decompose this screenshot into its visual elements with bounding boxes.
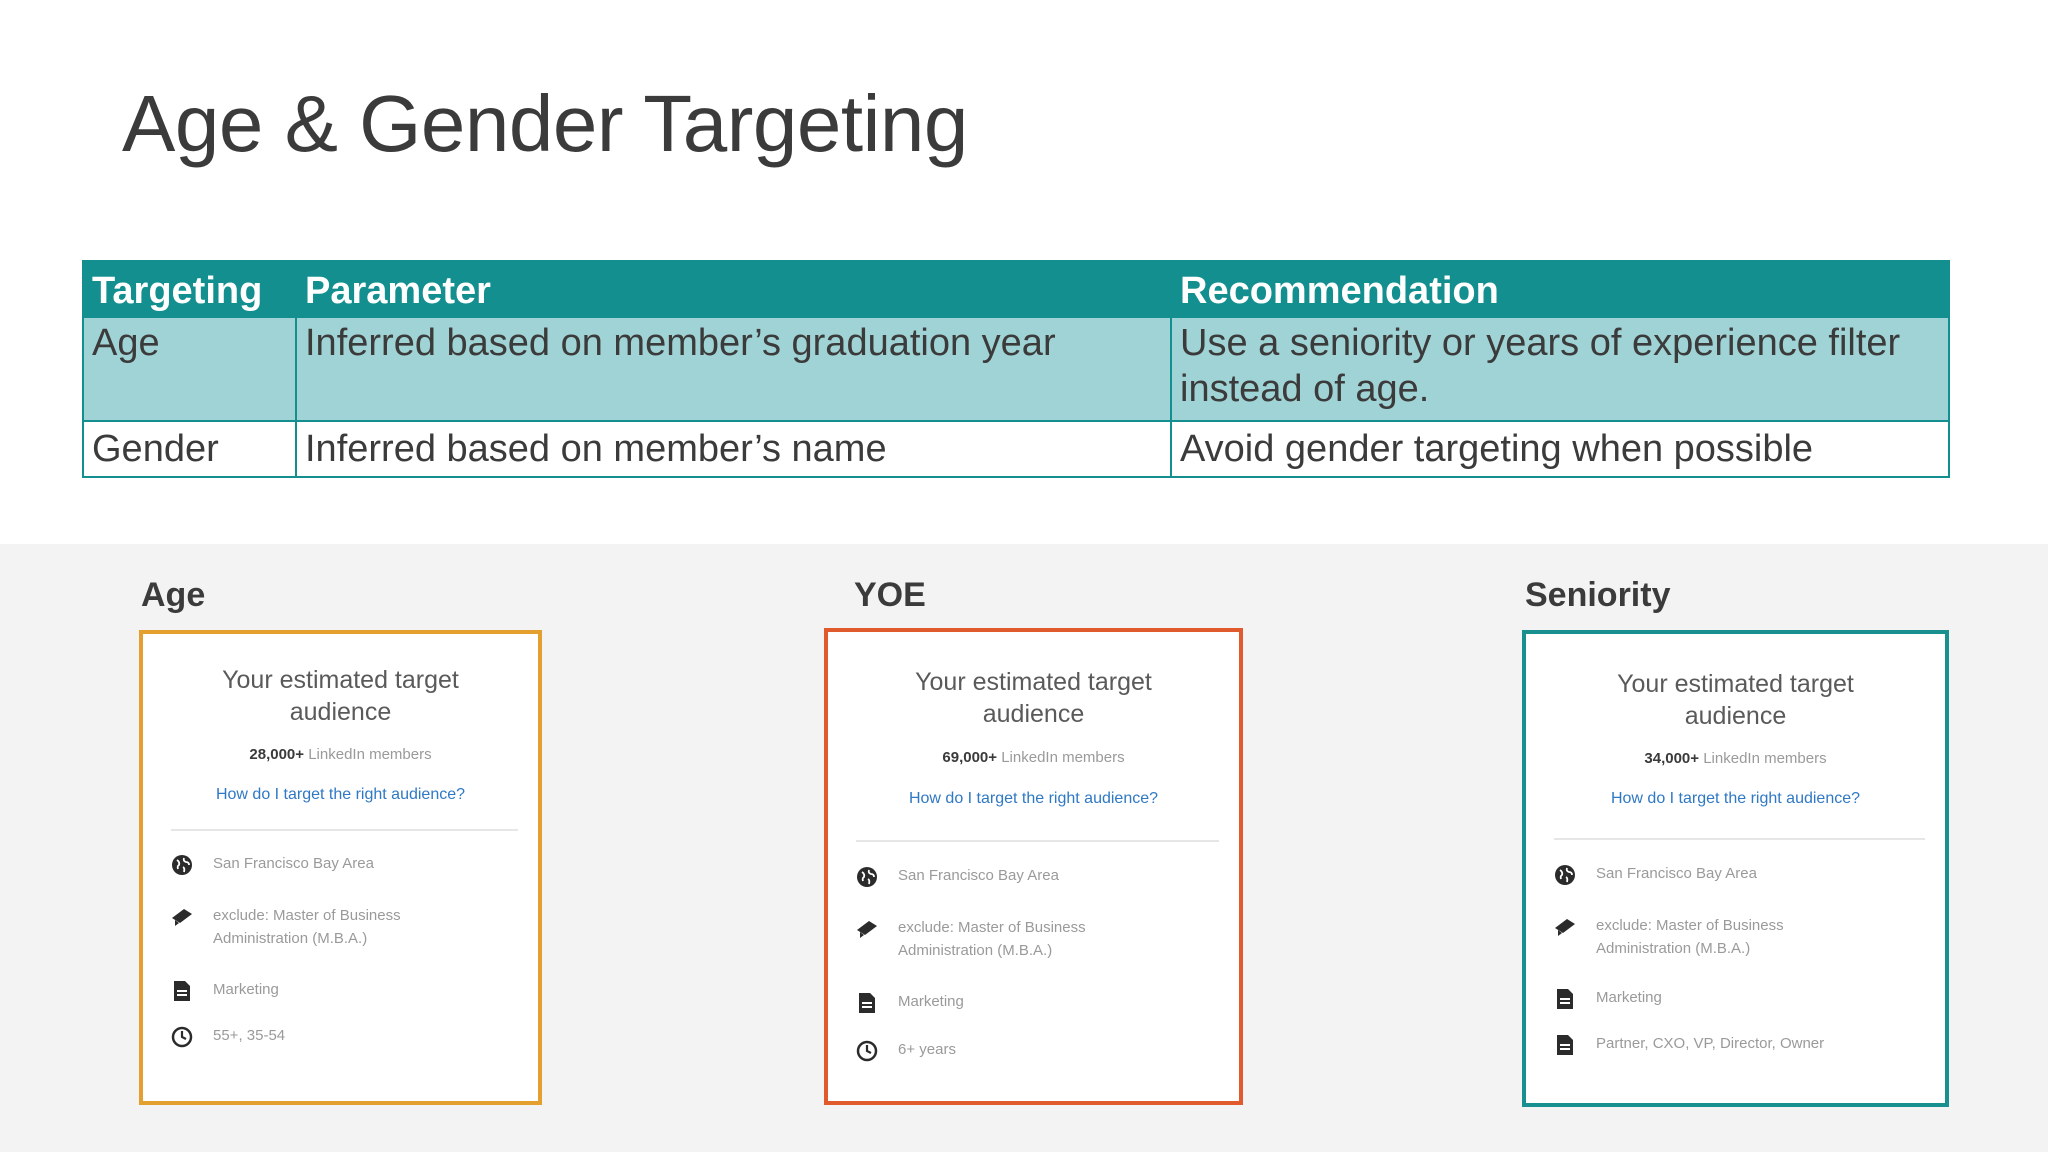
audience-card-yoe bbox=[824, 628, 1243, 1105]
target-audience-help-link[interactable]: How do I target the right audience? bbox=[1610, 790, 1861, 807]
divider bbox=[1554, 838, 1925, 840]
table-row bbox=[83, 317, 1949, 421]
globe-icon bbox=[169, 852, 195, 878]
card-heading: Your estimated target audience bbox=[222, 666, 459, 726]
criteria-years-experience: 6+ years bbox=[854, 1038, 1227, 1064]
audience-card-seniority bbox=[1522, 630, 1949, 1107]
panel-label-seniority: Seniority bbox=[1525, 576, 1671, 614]
audience-count: 28,000+ LinkedIn members bbox=[249, 746, 432, 763]
table-row bbox=[83, 421, 1949, 477]
table-cell: Inferred based on member’s name bbox=[296, 421, 1171, 477]
panel-label-age: Age bbox=[141, 576, 206, 614]
panel-label-yoe: YOE bbox=[854, 576, 926, 614]
slide-title: Age & Gender Targeting bbox=[122, 79, 968, 168]
clock-icon bbox=[854, 1038, 880, 1064]
audience-count: 69,000+ LinkedIn members bbox=[942, 749, 1125, 766]
criteria-education: exclude: Master of Business Administration (M.B.A.) bbox=[169, 904, 526, 950]
table-cell: Age bbox=[83, 317, 296, 421]
table-header-row bbox=[83, 261, 1949, 317]
criteria-location: San Francisco Bay Area bbox=[169, 852, 526, 878]
table-cell: Inferred based on member’s graduation year bbox=[296, 317, 1171, 421]
card-heading: Your estimated target audience bbox=[915, 668, 1152, 728]
table-header-parameter: Parameter bbox=[296, 261, 1171, 317]
globe-icon bbox=[1552, 862, 1578, 888]
divider bbox=[856, 840, 1219, 842]
document-icon bbox=[1552, 1032, 1578, 1058]
globe-icon bbox=[854, 864, 880, 890]
card-heading: Your estimated target audience bbox=[1617, 670, 1854, 730]
criteria-age: 55+, 35-54 bbox=[169, 1024, 526, 1050]
audience-card-age bbox=[139, 630, 542, 1105]
target-audience-help-link[interactable]: How do I target the right audience? bbox=[215, 786, 466, 803]
document-icon bbox=[169, 978, 195, 1004]
document-icon bbox=[1552, 986, 1578, 1012]
criteria-education: exclude: Master of Business Administration (M.B.A.) bbox=[854, 916, 1227, 962]
criteria-education: exclude: Master of Business Administration (M.B.A.) bbox=[1552, 914, 1933, 960]
table-cell: Avoid gender targeting when possible bbox=[1171, 421, 1949, 477]
target-audience-help-link[interactable]: How do I target the right audience? bbox=[908, 790, 1159, 807]
table-cell: Gender bbox=[83, 421, 296, 477]
document-icon bbox=[854, 990, 880, 1016]
table-cell: Use a seniority or years of experience filter instead of age. bbox=[1171, 317, 1949, 421]
criteria-job-function: Marketing bbox=[1552, 986, 1933, 1012]
audience-count: 34,000+ LinkedIn members bbox=[1644, 750, 1827, 767]
graduation-cap-icon bbox=[1552, 914, 1578, 940]
criteria-job-function: Marketing bbox=[854, 990, 1227, 1016]
divider bbox=[171, 829, 518, 831]
graduation-cap-icon bbox=[169, 904, 195, 930]
graduation-cap-icon bbox=[854, 916, 880, 942]
criteria-job-function: Marketing bbox=[169, 978, 526, 1004]
table-header-recommendation: Recommendation bbox=[1171, 261, 1949, 317]
criteria-seniority: Partner, CXO, VP, Director, Owner bbox=[1552, 1032, 1933, 1058]
criteria-location: San Francisco Bay Area bbox=[1552, 862, 1933, 888]
criteria-location: San Francisco Bay Area bbox=[854, 864, 1227, 890]
targeting-table bbox=[82, 260, 1950, 478]
clock-icon bbox=[169, 1024, 195, 1050]
table-header-targeting: Targeting bbox=[83, 261, 296, 317]
